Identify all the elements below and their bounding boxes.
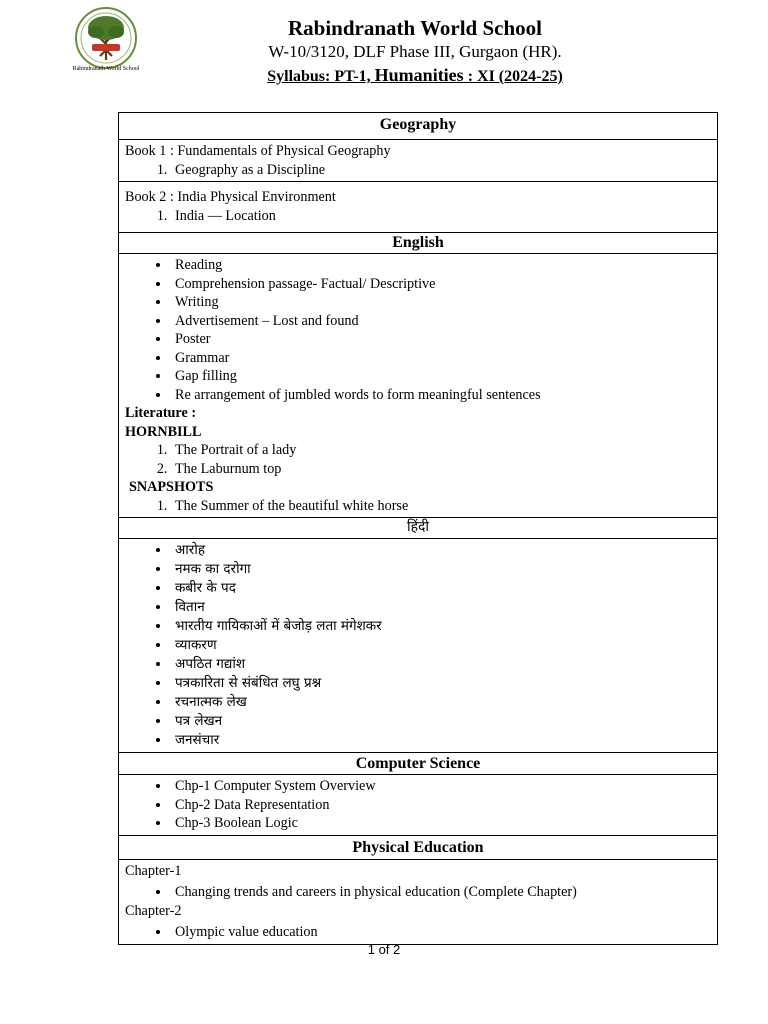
list-item: 1. Geography as a Discipline [171, 161, 711, 180]
list-item: • Chp-1 Computer System Overview [171, 777, 711, 796]
list-item: • Chp-3 Boolean Logic [171, 814, 711, 833]
list-item: • Grammar [171, 349, 711, 368]
list-item: • भारतीय गायिकाओं में बेजोड़ लता मंगेशकर [171, 617, 711, 636]
list-item: • वितान [171, 598, 711, 617]
book2-title: Book 2 : India Physical Environment [125, 189, 336, 205]
list-item: 2. The Laburnum top [171, 460, 711, 479]
list-item: • Chp-2 Data Representation [171, 796, 711, 815]
syllabus-title [150, 65, 680, 86]
physical-education-title: Physical Education [119, 835, 718, 859]
english-content [119, 254, 718, 518]
chapter1-label: Chapter-1 [125, 862, 182, 879]
snapshots-label: SNAPSHOTS [129, 479, 214, 495]
syllabus-table [118, 112, 718, 945]
list-item: • Poster [171, 330, 711, 349]
list-item: • Re arrangement of jumbled words to form meaningful sentences [171, 386, 711, 405]
list-item: • जनसंचार [171, 731, 711, 750]
list-item: • पत्रकारिता से संबंधित लघु प्रश्न [171, 674, 711, 693]
hindi-content [119, 539, 718, 753]
list-item: • रचनात्मक लेख [171, 693, 711, 712]
book1-title: Book 1 : Fundamentals of Physical Geography [125, 143, 391, 159]
list-item: • अपठित गद्यांश [171, 655, 711, 674]
syllabus-subject: Humanities [374, 65, 464, 85]
list-item: • Olympic value education [171, 923, 711, 942]
list-item: • Writing [171, 293, 711, 312]
list-item: • Reading [171, 256, 711, 275]
hornbill-label: HORNBILL [125, 423, 202, 440]
chapter2-label: Chapter-2 [125, 902, 182, 919]
literature-label: Literature : [125, 405, 197, 421]
syllabus-prefix: Syllabus: PT-1, [267, 68, 375, 85]
hindi-title: हिंदी [119, 518, 718, 539]
list-item: • कबीर के पद [171, 579, 711, 598]
computer-science-title: Computer Science [119, 753, 718, 775]
page-number: 1 of 2 [367, 942, 401, 957]
list-item: • पत्र लेखन [171, 712, 711, 731]
list-item: 1. The Summer of the beautiful white horse [171, 497, 711, 516]
logo-caption: Rabindranath World School [72, 66, 140, 72]
list-item: • Gap filling [171, 367, 711, 386]
school-address: W-10/3120, DLF Phase III, Gurgaon (HR). [268, 42, 562, 61]
list-item: • आरोह [171, 541, 711, 560]
list-item: 1. India — Location [171, 207, 711, 226]
list-item: 1. The Portrait of a lady [171, 441, 711, 460]
list-item: • व्याकरण [171, 636, 711, 655]
syllabus-suffix: : XI (2024-25) [463, 68, 563, 85]
geography-book1 [119, 140, 718, 182]
list-item: • Comprehension passage- Factual/ Descriptive [171, 275, 711, 294]
list-item: • Changing trends and careers in physical education (Complete Chapter) [171, 883, 711, 902]
physical-education-content [119, 859, 718, 944]
english-title: English [119, 233, 718, 254]
geography-title: Geography [119, 113, 718, 140]
geography-book2 [119, 182, 718, 233]
list-item: • नमक का दरोगा [171, 560, 711, 579]
computer-science-content [119, 775, 718, 836]
list-item: • Advertisement – Lost and found [171, 312, 711, 331]
school-name: Rabindranath World School [287, 16, 543, 40]
